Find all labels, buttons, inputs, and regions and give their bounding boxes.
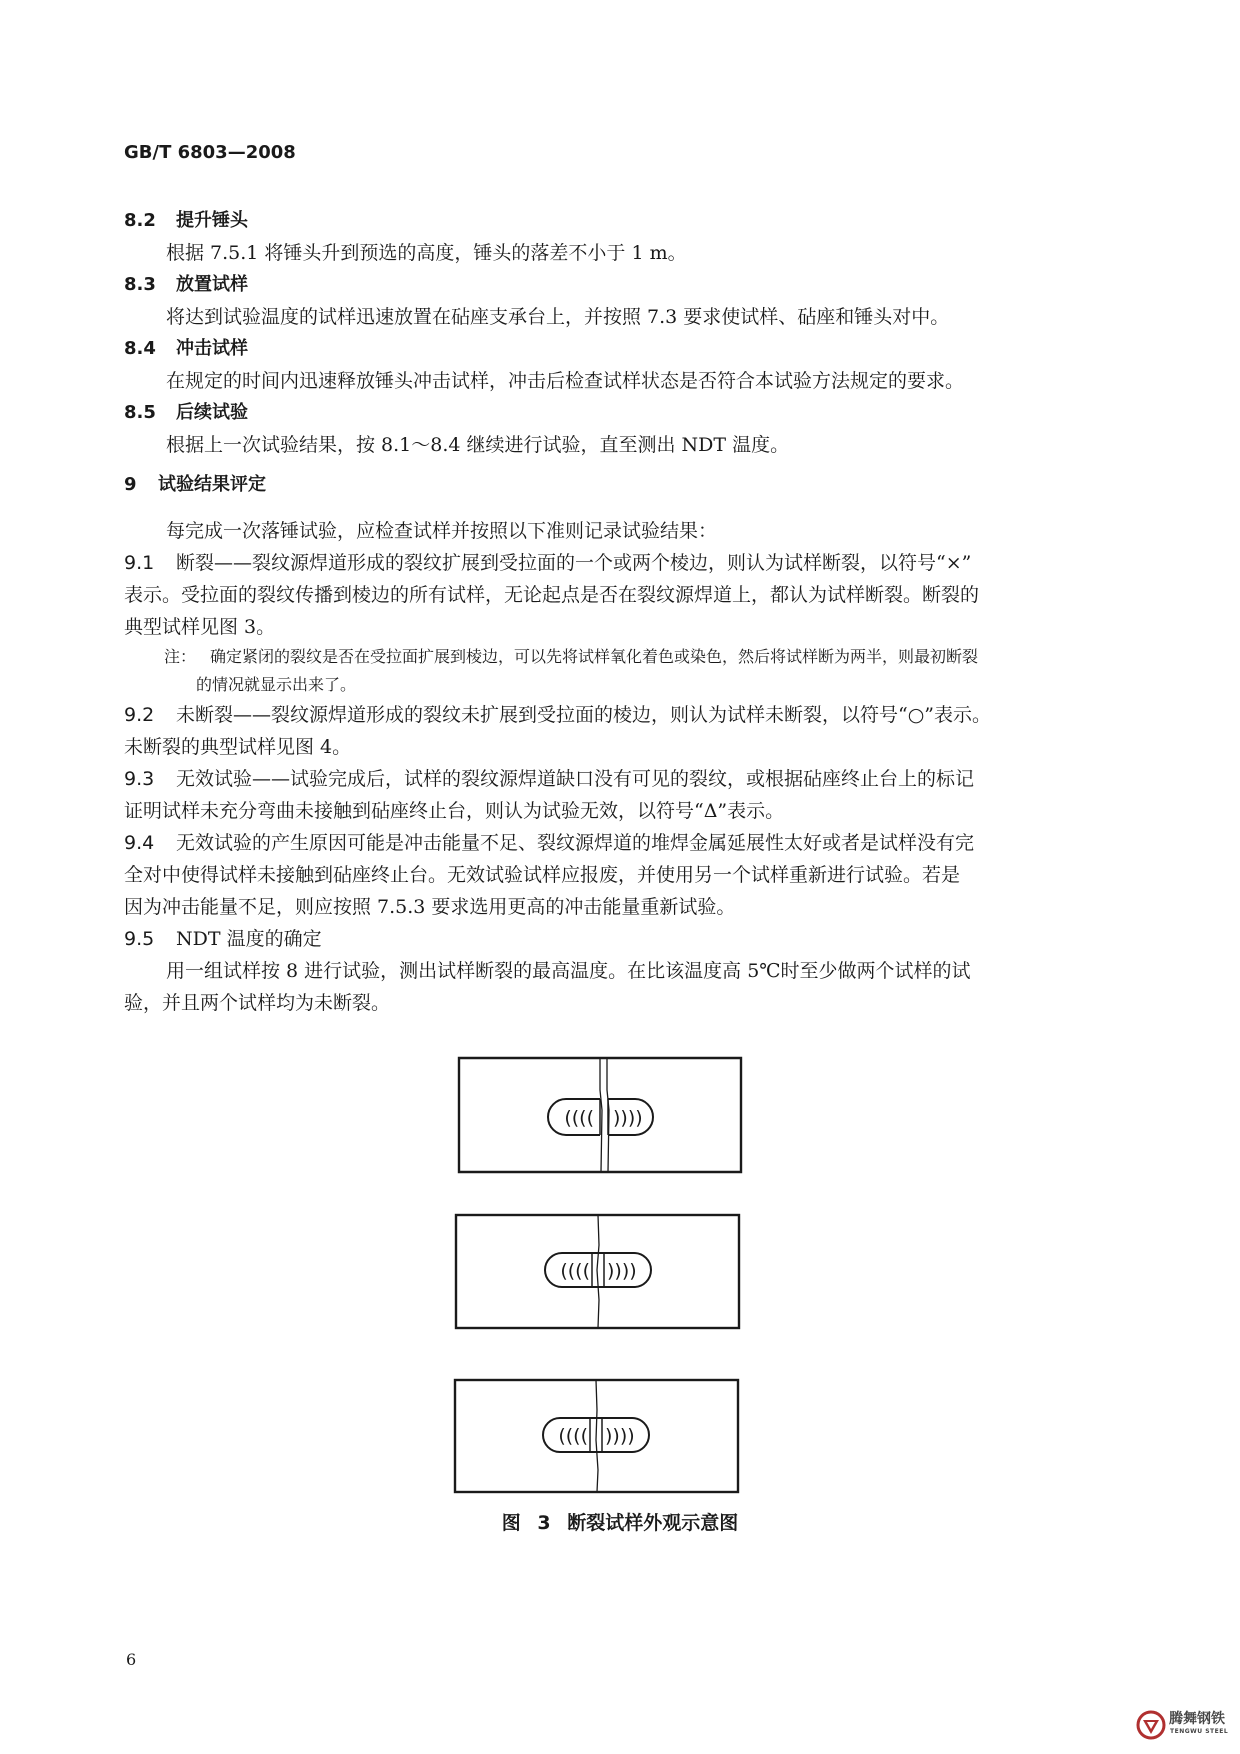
clause-number: 9.2 xyxy=(124,704,155,726)
clause-line xyxy=(124,763,1084,795)
clause-text: 无效试验的产生原因可能是冲击能量不足、裂纹源焊道的堆焊金属延展性太好或者是试样没有完 xyxy=(176,832,975,854)
figure-caption: 图 3 断裂试样外观示意图 xyxy=(501,1512,739,1534)
specimen-cracked-to-edge xyxy=(455,1380,738,1492)
clause-text: 因为冲击能量不足，则应按照 7.5.3 要求选用更高的冲击能量重新试验。 xyxy=(124,896,736,918)
clause-text: 验，并且两个试样均为未断裂。 xyxy=(124,992,391,1014)
weld-marks-right: )))) xyxy=(613,1107,643,1129)
section-heading xyxy=(124,269,1084,301)
standard-code: GB/T 6803—2008 xyxy=(124,142,296,163)
specimen-cracked-through xyxy=(456,1215,739,1328)
section-text: 根据上一次试验结果，按 8.1～8.4 继续进行试验，直至测出 NDT 温度。 xyxy=(166,434,790,456)
weld-marks-left: (((( xyxy=(564,1107,594,1129)
section-number: 8.3 xyxy=(124,274,156,295)
note-label: 注： xyxy=(164,647,197,666)
section-text: 将达到试验温度的试样迅速放置在砧座支承台上，并按照 7.3 要求使试样、砧座和锤头对中。 xyxy=(166,306,950,328)
document-body xyxy=(124,205,1084,1019)
note-text: 确定紧闭的裂纹是否在受拉面扩展到棱边，可以先将试样氧化着色或染色，然后将试样断为两半，则最初断裂 xyxy=(210,647,979,666)
note-line xyxy=(124,643,1084,671)
clause-text: 全对中使得试样未接触到砧座终止台。无效试验试样应报废，并使用另一个试样重新进行试验。若是 xyxy=(124,864,961,886)
section-number: 8.2 xyxy=(124,210,156,231)
weld-marks-right: )))) xyxy=(607,1260,637,1282)
chapter-intro: 每完成一次落锤试验，应检查试样并按照以下准则记录试验结果： xyxy=(166,520,718,542)
clause-line xyxy=(124,827,1084,859)
section-text: 根据 7.5.1 将锤头升到预选的高度，锤头的落差不小于 1 m。 xyxy=(166,242,687,264)
logo-icon xyxy=(1136,1710,1166,1740)
clause-text: 无效试验——试验完成后，试样的裂纹源焊道缺口没有可见的裂纹，或根据砧座终止台上的标记 xyxy=(176,768,975,790)
clause-number: 9.3 xyxy=(124,768,155,790)
clause-line xyxy=(124,547,1084,579)
clause-text: 未断裂——裂纹源焊道形成的裂纹未扩展到受拉面的棱边，则认为试样未断裂，以符号“○”表示。 xyxy=(176,704,992,726)
section-title: 放置试样 xyxy=(176,274,248,295)
note-text: 的情况就显示出来了。 xyxy=(196,675,357,694)
chapter-number: 9 xyxy=(124,474,137,495)
section-heading xyxy=(124,333,1084,365)
clause-text: 表示。受拉面的裂纹传播到棱边的所有试样，无论起点是否在裂纹源焊道上，都认为试样断裂。断裂的 xyxy=(124,584,980,606)
clause-number: 9.1 xyxy=(124,552,155,574)
logo-subtitle: TENGWU STEEL xyxy=(1170,1728,1229,1735)
weld-marks-left: (((( xyxy=(558,1425,588,1447)
clause-text: 断裂——裂纹源焊道形成的裂纹扩展到受拉面的一个或两个棱边，则认为试样断裂，以符号“×” xyxy=(176,552,972,574)
clause-line xyxy=(124,699,1084,731)
clause-text: 用一组试样按 8 进行试验，测出试样断裂的最高温度。在比该温度高 5℃时至少做两个试样的试 xyxy=(166,960,971,982)
section-heading xyxy=(124,397,1084,429)
section-number: 8.5 xyxy=(124,402,156,423)
clause-number: 9.4 xyxy=(124,832,155,854)
chapter-heading xyxy=(124,469,1084,501)
specimen-fully-cracked xyxy=(459,1058,741,1172)
clause-text: 证明试样未充分弯曲未接触到砧座终止台，则认为试验无效，以符号“Δ”表示。 xyxy=(124,800,785,822)
clause-number: 9.5 xyxy=(124,928,155,950)
section-title: 提升锤头 xyxy=(176,210,248,231)
section-text: 在规定的时间内迅速释放锤头冲击试样，冲击后检查试样状态是否符合本试验方法规定的要求。 xyxy=(166,370,965,392)
section-heading xyxy=(124,205,1084,237)
logo-name: 腾舞钢铁 xyxy=(1169,1711,1225,1727)
clause-line xyxy=(124,923,1084,955)
chapter-title: 试验结果评定 xyxy=(158,474,266,495)
section-title: 后续试验 xyxy=(176,402,248,423)
weld-marks-right: )))) xyxy=(605,1425,635,1447)
watermark-logo xyxy=(1136,1708,1236,1748)
page-number: 6 xyxy=(126,1650,137,1669)
section-title: 冲击试样 xyxy=(176,338,248,359)
section-number: 8.4 xyxy=(124,338,156,359)
weld-marks-left: (((( xyxy=(560,1260,590,1282)
clause-text: NDT 温度的确定 xyxy=(176,928,322,950)
clause-text: 未断裂的典型试样见图 4。 xyxy=(124,736,352,758)
clause-text: 典型试样见图 3。 xyxy=(124,616,276,638)
